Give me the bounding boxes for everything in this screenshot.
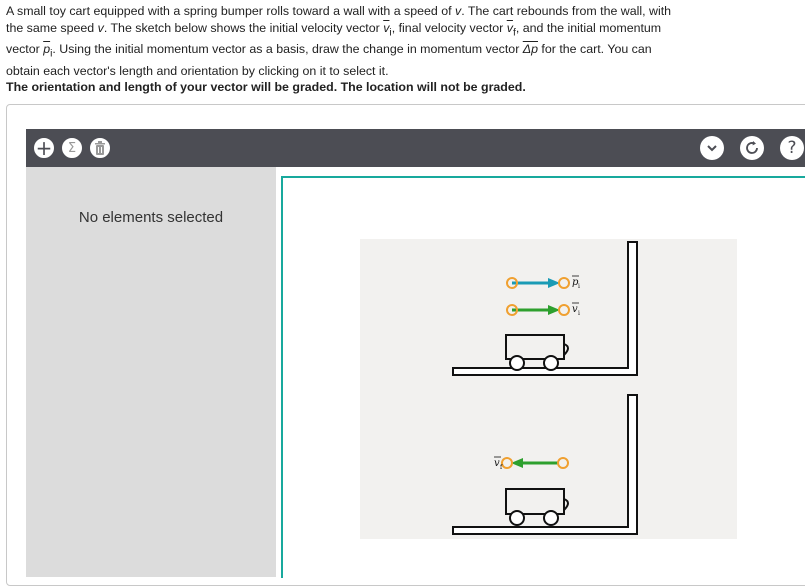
label-pi-sub: i xyxy=(578,283,580,290)
vector-vi-head-handle[interactable] xyxy=(559,305,569,315)
label-vi: v xyxy=(572,304,578,315)
plus-icon: + xyxy=(35,136,53,160)
problem-line-3: vector $\overline{p}_i$. Using the initial momentum vector as a basis, draw the change in momentum vector $\overline{\Delta p}$ for the cart. You can xyxy=(6,42,652,60)
help-icon: ? xyxy=(787,138,797,158)
cart-top xyxy=(506,335,568,370)
problem-line-4: obtain each vector's length and orientation by clicking on it to select it. xyxy=(6,63,389,78)
vector-pi[interactable] xyxy=(507,276,580,290)
vector-pi-head-handle[interactable] xyxy=(559,278,569,288)
sum-vectors-button[interactable] xyxy=(60,136,84,160)
menu-dropdown-button[interactable] xyxy=(700,136,724,160)
delete-button[interactable] xyxy=(88,136,112,160)
toolbar xyxy=(26,129,805,167)
cart-bottom xyxy=(506,489,568,525)
refresh-icon xyxy=(744,140,760,156)
problem-line-1: A small toy cart equipped with a spring bumper rolls toward a wall with a speed of v. The cart rebounds from the wall, with xyxy=(6,4,672,18)
problem-line-2: the same speed v. The sketch below shows the initial velocity vector $\overline{v}_i$, final velocity vector $\overline{v}_f$, and the initial momentum xyxy=(6,21,662,39)
label-vf: v xyxy=(494,458,500,469)
reset-button[interactable] xyxy=(740,136,764,160)
problem-statement xyxy=(6,3,726,80)
help-button[interactable] xyxy=(780,136,804,160)
label-vf-sub: f xyxy=(500,464,503,471)
vector-vf-head-handle[interactable] xyxy=(502,458,512,468)
cart-sketch xyxy=(360,239,737,539)
vector-vi[interactable] xyxy=(507,303,580,317)
label-vi-sub: i xyxy=(578,310,580,317)
grading-instruction: The orientation and length of your vector will be graded. The location will not be graded. xyxy=(6,80,526,94)
trash-icon xyxy=(94,141,106,155)
label-pi: p xyxy=(572,277,579,288)
sketch-drawing xyxy=(360,239,737,539)
vector-vf[interactable] xyxy=(494,457,568,471)
add-vector-button[interactable] xyxy=(32,136,56,160)
sigma-icon: Σ xyxy=(67,140,77,156)
no-selection-message: No elements selected xyxy=(78,209,224,226)
properties-panel xyxy=(26,167,276,577)
vector-vf-tail-handle[interactable] xyxy=(558,458,568,468)
chevron-down-icon xyxy=(706,144,718,152)
